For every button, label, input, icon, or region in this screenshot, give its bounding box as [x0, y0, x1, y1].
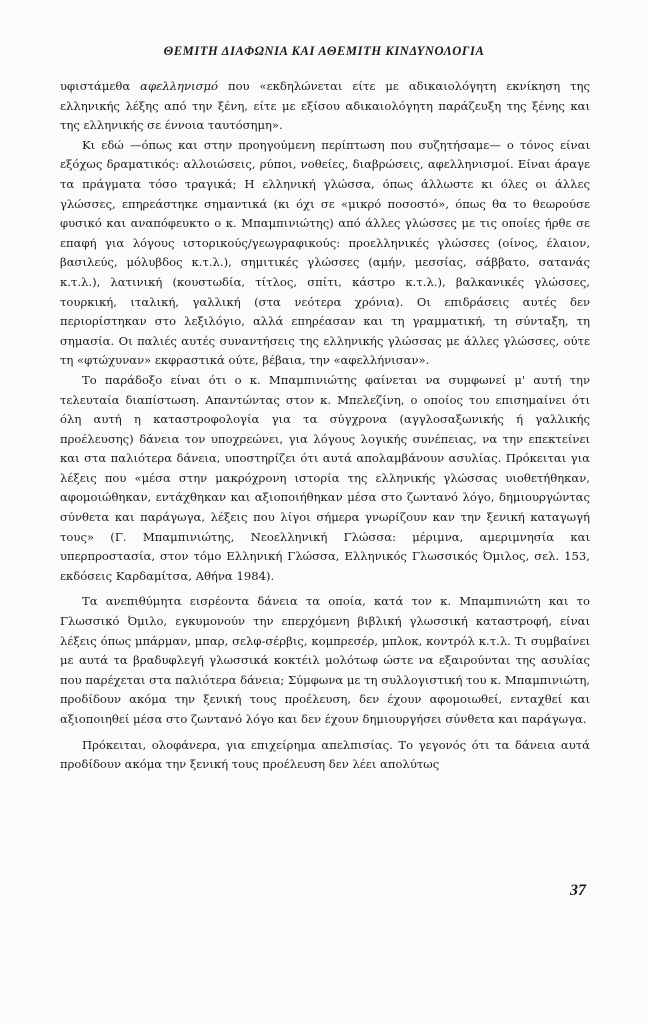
page-number: 37 [570, 882, 586, 899]
paragraph-5: Πρόκειται, ολοφάνερα, για επιχείρημα απελπισίας. Το γεγονός ότι τα δάνεια αυτά προδίδουν ακόμα την ξενική τους προέλευση δεν λέει απολύτως [60, 737, 590, 772]
body-text [60, 77, 590, 775]
paragraph-1-lead: υφιστάμεθα [60, 79, 141, 93]
paragraph-4: Τα ανεπιθύμητα εισρέοντα δάνεια τα οποία, κατά τον κ. Μπαμπινιώτη και το Γλωσσικό Όμιλο, εγκυμονούν την επερχόμενη βιβλική γλωσσική καταστροφή, είναι λέξεις όπως μπάρμαν, μπαρ, σελφ-σέρβις, κομπρεσέρ, μπλοκ, κοντρόλ κ.τ.λ. Τι συμβαίνει με αυτά τα βραδυφλεγή γλωσσικά κοκτέιλ μολότωφ ώστε να εξαιρούνται της ασυλίας που παρέχεται στα παλιότερα δάνεια; Σύμφωνα με τη συλλογιστική του κ. Μπαμπινιώτη, προδίδουν ακόμα την ξενική τους προέλευση, δεν έχουν αφομοιωθεί, ενταχθεί και αξιοποιηθεί μέσα στο ζωντανό λόγο και δεν έχουν δημιουργήσει σύνθετα και παράγωγα. [60, 594, 590, 726]
emphasis-term: αφελληνισμό [140, 79, 219, 93]
paragraph-1 [60, 77, 590, 136]
paragraph-2: Κι εδώ —όπως και στην προηγούμενη περίπτωση που συζητήσαμε— ο τόνος είναι εξόχως δραματικός: αλλοιώσεις, ρύποι, νοθείες, διαβρώσεις, αφελληνισμοί. Είναι άραγε τα πράγματα τόσο τραγικά; Η ελληνική γλώσσα, όπως άλλωστε κι όλες οι άλλες γλώσσες, επηρεάστηκε σημαντικά (κι όχι σε «μικρό ποσοστό», όπως θα το θεωρούσε φυσικό και αναπόφευκτο ο κ. Μπαμπινιώτης) από άλλες γλώσσες με τις οποίες ήρθε σε επαφή για λόγους ιστορικούς/γεωγραφικούς: προελληνικές γλώσσες (οίνος, έλαιον, βασιλεύς, μόλυβδος κ.τ.λ.), σημιτικές γλώσσες (αμήν, μεσσίας, σάββατο, σατανάς κ.τ.λ.), λατινική (κουστωδία, τίτλος, σπίτι, κάστρο κ.τ.λ.), βαλκανικές γλώσσες, τουρκική, ιταλική, γαλλική (στα νεότερα χρόνια). Οι επιδράσεις αυτές δεν περιορίστηκαν στο λεξιλόγιο, αλλά επηρέασαν και τη γραμματική, τη σύνταξη, τη σημασία. Οι παλιές αυτές συναντήσεις της ελληνικής γλώσσας με άλλες γλώσσες, ούτε τη «φτώχυναν» εκφραστικά ούτε, βέβαια, την «αφελλήνισαν». [60, 137, 590, 368]
paragraph-3: Το παράδοξο είναι ότι ο κ. Μπαμπινιώτης φαίνεται να συμφωνεί μ' αυτή την τελευταία διαπίστωση. Απαντώντας στον κ. Μπελεζίνη, ο οποίος του επισημαίνει ότι όλη αυτή η καταστροφολογία για τα σύγχρονα (αγγλοσαξωνικής ή γαλλικής προέλευσης) δάνεια τον υποχρεώνει, για λόγους λογικής συνέπειας, να την επεκτείνει και στα παλιότερα δάνεια, υποστηρίζει ότι αυτά απολαμβάνουν ασυλίας. Πρόκειται για λέξεις που «μέσα στην μακρόχρονη ιστορία της ελληνικής γλώσσας υιοθετήθηκαν, αφομοιώθηκαν, εντάχθηκαν και αξιοποιήθηκαν μέσα στο ζωντανό λόγο, δημιουργώντας σύνθετα και παράγωγα, λέξεις που λίγοι σήμερα γνωρίζουν καν την ξενική καταγωγή τους» (Γ. Μπαμπινιώτης, Νεοελληνική Γλώσσα: μέριμνα, αμεριμνησία και υπερπροστασία, στον τόμο Ελληνική Γλώσσα, Ελληνικός Γλωσσικός Όμιλος, σελ. 153, εκδόσεις Καρδαμίτσα, Αθήνα 1984). [60, 372, 590, 583]
paragraph-1-rest: που «εκδηλώνεται είτε με αδικαιολόγητη εκνίκηση της ελληνικής λέξης από την ξένη, είτε με εξίσου αδικαιολόγητη παράζευξη της ξένης και της ελληνικής σε έννοια ταυτόσημη». [60, 79, 590, 133]
running-head: ΘΕΜΙΤΗ ΔΙΑΦΩΝΙΑ ΚΑΙ ΑΘΕΜΙΤΗ ΚΙΝΔΥΝΟΛΟΓΙΑ [163, 44, 485, 58]
